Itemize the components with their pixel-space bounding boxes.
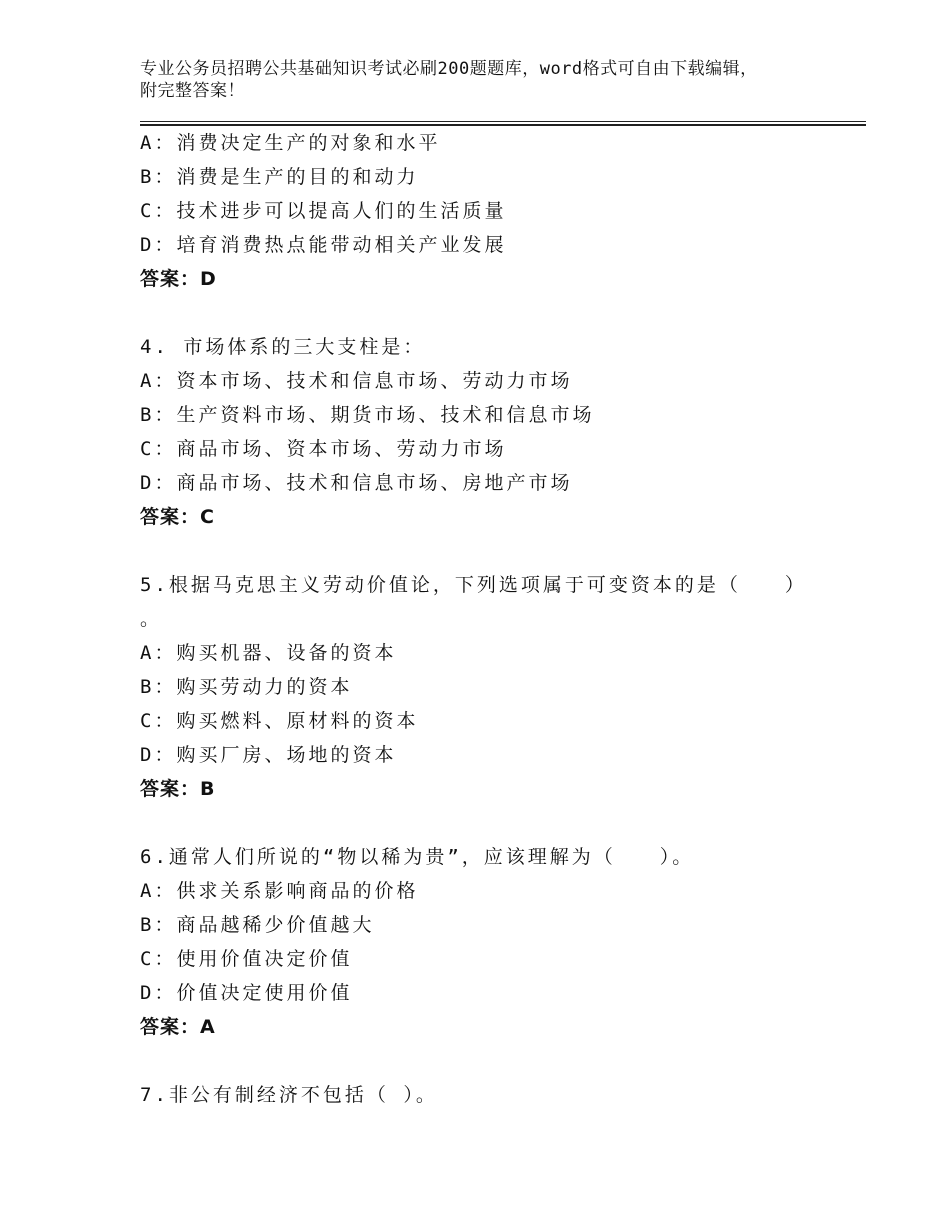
answer-label: 答案：C bbox=[140, 506, 215, 528]
question-stem-continuation: 。 bbox=[140, 608, 163, 630]
option-a: A：消费决定生产的对象和水平 bbox=[140, 132, 441, 154]
question-list bbox=[140, 126, 860, 1112]
option-a: A：资本市场、技术和信息市场、劳动力市场 bbox=[140, 370, 573, 392]
option-d: D：价值决定使用价值 bbox=[140, 982, 353, 1004]
question-stem: 5.根据马克思主义劳动价值论，下列选项属于可变资本的是（ ） bbox=[140, 574, 807, 596]
answer-label: 答案：D bbox=[140, 268, 217, 290]
option-c: C：商品市场、资本市场、劳动力市场 bbox=[140, 438, 507, 460]
question-6 bbox=[140, 840, 860, 1044]
question-3 bbox=[140, 126, 860, 296]
header-line-1: 专业公务员招聘公共基础知识考试必刷200题题库，word格式可自由下载编辑， bbox=[140, 59, 758, 79]
answer-label: 答案：A bbox=[140, 1016, 216, 1038]
option-b: B：商品越稀少价值越大 bbox=[140, 914, 375, 936]
option-b: B：消费是生产的目的和动力 bbox=[140, 166, 419, 188]
question-stem: 6.通常人们所说的“物以稀为贵”，应该理解为（ ）。 bbox=[140, 846, 695, 868]
spacer bbox=[140, 806, 860, 840]
spacer bbox=[140, 1044, 860, 1078]
option-c: C：购买燃料、原材料的资本 bbox=[140, 710, 419, 732]
option-c: C：使用价值决定价值 bbox=[140, 948, 353, 970]
header-line-2: 附完整答案！ bbox=[140, 81, 245, 101]
document-header bbox=[140, 58, 820, 102]
option-b: B：购买劳动力的资本 bbox=[140, 676, 353, 698]
answer-label: 答案：B bbox=[140, 778, 216, 800]
header-rule-thin bbox=[140, 121, 866, 122]
option-b: B：生产资料市场、期货市场、技术和信息市场 bbox=[140, 404, 595, 426]
option-a: A：供求关系影响商品的价格 bbox=[140, 880, 419, 902]
option-a: A：购买机器、设备的资本 bbox=[140, 642, 397, 664]
option-d: D：商品市场、技术和信息市场、房地产市场 bbox=[140, 472, 573, 494]
question-stem: 7.非公有制经济不包括（ ）。 bbox=[140, 1084, 438, 1106]
option-d: D：培育消费热点能带动相关产业发展 bbox=[140, 234, 507, 256]
option-d: D：购买厂房、场地的资本 bbox=[140, 744, 397, 766]
question-7 bbox=[140, 1078, 860, 1112]
question-5 bbox=[140, 568, 860, 806]
question-4 bbox=[140, 330, 860, 534]
question-stem: 4. 市场体系的三大支柱是： bbox=[140, 336, 426, 358]
spacer bbox=[140, 296, 860, 330]
option-c: C：技术进步可以提高人们的生活质量 bbox=[140, 200, 507, 222]
spacer bbox=[140, 534, 860, 568]
